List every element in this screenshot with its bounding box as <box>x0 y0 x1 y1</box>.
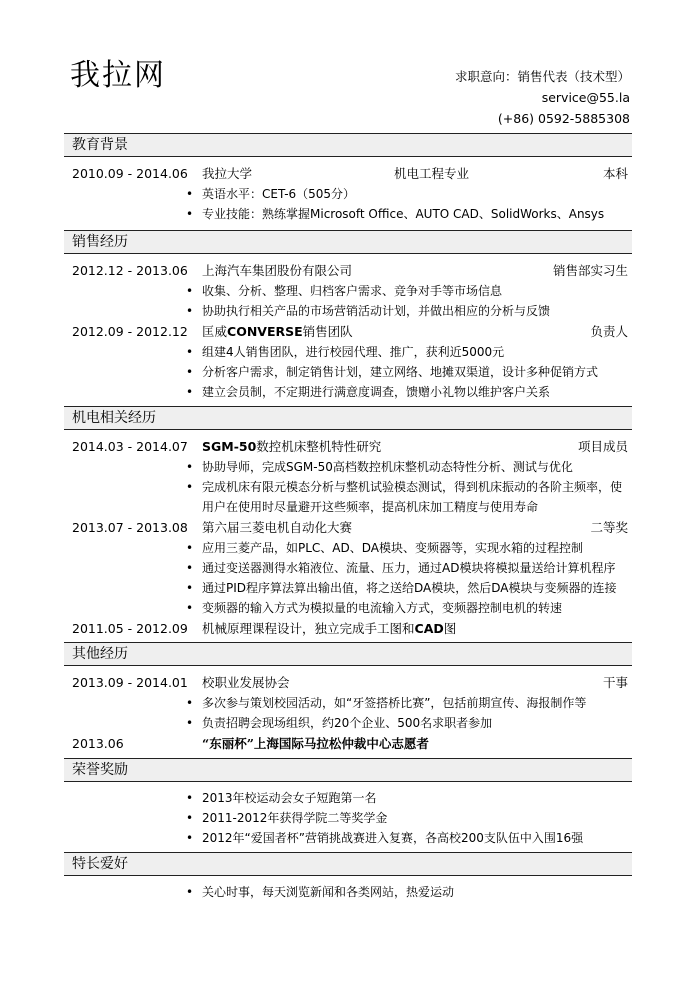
entry-major: 机电工程专业 <box>394 166 470 181</box>
bullet-text: 协助执行相关产品的市场营销活动计划，并做出相应的分析与反馈 <box>202 304 551 318</box>
bullet-icon: • <box>186 365 194 379</box>
bullet-icon: • <box>186 385 194 399</box>
section-hobbies <box>64 852 632 902</box>
entry-org: SGM-50数控机床整机特性研究 <box>202 439 382 454</box>
bullet-item <box>64 382 632 402</box>
entry-role: 销售部实习生 <box>552 263 628 278</box>
bullet-text: 分析客户需求，制定销售计划，建立网络、地摊双渠道，设计多种促销方式 <box>202 365 599 379</box>
bullet-icon: • <box>186 696 194 710</box>
bullet-item <box>64 882 632 902</box>
bullet-text: 应用三菱产品，如PLC、AD、DA模块、变频器等，实现水箱的过程控制 <box>202 541 583 555</box>
entry-header <box>64 260 632 281</box>
entry-org: 机械原理课程设计，独立完成手工图和CAD图 <box>202 621 457 636</box>
entry-date: 2011.05 - 2012.09 <box>72 621 188 636</box>
bullet-icon: • <box>186 304 194 318</box>
bullet-text: 关心时事，每天浏览新闻和各类网站，热爱运动 <box>202 885 455 899</box>
entry-header <box>64 517 632 538</box>
job-intent: 求职意向：销售代表（技术型） <box>454 69 630 84</box>
entry-date: 2013.07 - 2013.08 <box>72 520 188 535</box>
bullet-item <box>64 598 632 618</box>
bullet-text: 负责招聘会现场组织，约20个企业、500名求职者参加 <box>202 716 493 730</box>
bullet-item <box>64 693 632 713</box>
email[interactable]: service@55.la <box>541 90 630 105</box>
bullet-item <box>64 828 632 848</box>
bullet-item <box>64 204 632 224</box>
entry-date: 2013.06 <box>72 736 124 751</box>
entry-org: 上海汽车集团股份有限公司 <box>202 263 353 278</box>
bullet-text: 英语水平：CET-6（505分） <box>202 187 356 201</box>
bullet-icon: • <box>186 561 194 575</box>
entry-date: 2010.09 - 2014.06 <box>72 166 188 181</box>
bullet-text: 通过变送器测得水箱液位、流量、压力，通过AD模块将模拟量送给计算机程序 <box>202 561 616 575</box>
bullet-item <box>64 184 632 204</box>
bullet-icon: • <box>186 716 194 730</box>
entry-role: 负责人 <box>590 324 628 339</box>
entry-header <box>64 163 632 184</box>
bullet-icon: • <box>186 207 194 221</box>
section-title: 特长爱好 <box>64 852 632 876</box>
entry-header <box>64 321 632 342</box>
entry-org: 第六届三菱电机自动化大赛 <box>202 520 353 535</box>
bullet-text: 通过PID程序算法算出输出值，将之送给DA模块，然后DA模块与变频器的连接 <box>202 581 617 595</box>
bullet-text: 协助导师，完成SGM-50高档数控机床整机动态特性分析、测试与优化 <box>202 460 573 474</box>
section-mech <box>64 406 632 639</box>
bullet-text: 2012年“爱国者杯”营销挑战赛进入复赛，各高校200支队伍中入围16强 <box>202 831 584 845</box>
bullet-icon: • <box>186 791 194 805</box>
bullet-icon: • <box>186 601 194 615</box>
bullet-text: 完成机床有限元模态分析与整机试验模态测试，得到机床振动的各阶主频率，使用户在使用时尽量避开这些频率，提高机床加工精度与使用寿命 <box>202 480 623 514</box>
section-title: 教育背景 <box>64 133 632 157</box>
bullet-icon: • <box>186 345 194 359</box>
bullet-icon: • <box>186 811 194 825</box>
bullet-item <box>64 578 632 598</box>
entry-date: 2014.03 - 2014.07 <box>72 439 188 454</box>
entry-org: 匡威CONVERSE销售团队 <box>202 324 353 339</box>
bullet-text: 专业技能：熟练掌握Microsoft Office、AUTO CAD、SolidWorks、Ansys <box>202 207 605 221</box>
bullet-item <box>64 281 632 301</box>
bullet-icon: • <box>186 480 194 494</box>
entry-role: 项目成员 <box>577 439 628 454</box>
bullet-icon: • <box>186 581 194 595</box>
entry-header <box>64 672 632 693</box>
entry-header <box>64 618 632 639</box>
bullet-item <box>64 788 632 808</box>
section-title: 荣誉奖励 <box>64 758 632 782</box>
bullet-text: 2013年校运动会女子短跑第一名 <box>202 791 377 805</box>
bullet-item <box>64 477 632 517</box>
bullet-icon: • <box>186 460 194 474</box>
bullet-icon: • <box>186 187 194 201</box>
entry-header <box>64 733 632 754</box>
bullet-text: 2011-2012年获得学院二等奖学金 <box>202 811 388 825</box>
entry-role: 干事 <box>602 675 628 690</box>
bullet-item <box>64 342 632 362</box>
bullet-item <box>64 301 632 321</box>
section-honors <box>64 758 632 848</box>
section-title: 销售经历 <box>64 230 632 254</box>
bullet-text: 组建4人销售团队，进行校园代理、推广，获利近5000元 <box>202 345 505 359</box>
section-title: 机电相关经历 <box>64 406 632 430</box>
bullet-icon: • <box>186 831 194 845</box>
entry-header <box>64 436 632 457</box>
contact-block <box>455 66 630 129</box>
bullet-item <box>64 713 632 733</box>
entry-role: 二等奖 <box>590 520 628 535</box>
bullet-item <box>64 538 632 558</box>
bullet-item <box>64 362 632 382</box>
bullet-text: 多次参与策划校园活动，如“牙签搭桥比赛”，包括前期宣传、海报制作等 <box>202 696 587 710</box>
section-title: 其他经历 <box>64 642 632 666</box>
entry-org: 校职业发展协会 <box>202 675 290 690</box>
entry-org: 我拉大学 <box>202 166 253 181</box>
bullet-icon: • <box>186 284 194 298</box>
section-sales <box>64 230 632 402</box>
section-other <box>64 642 632 754</box>
bullet-text: 收集、分析、整理、归档客户需求、竞争对手等市场信息 <box>202 284 503 298</box>
bullet-text: 建立会员制，不定期进行满意度调查，馈赠小礼物以维护客户关系 <box>202 385 551 399</box>
phone: (+86) 0592-5885308 <box>497 111 630 126</box>
bullet-text: 变频器的输入方式为模拟量的电流输入方式，变频器控制电机的转速 <box>202 601 563 615</box>
name-title: 我拉网 <box>70 58 166 93</box>
entry-date: 2012.09 - 2012.12 <box>72 324 188 339</box>
entry-date: 2013.09 - 2014.01 <box>72 675 188 690</box>
entry-role: 本科 <box>602 166 628 181</box>
bullet-item <box>64 457 632 477</box>
bullet-icon: • <box>186 541 194 555</box>
section-education <box>64 133 632 224</box>
bullet-icon: • <box>186 885 194 899</box>
entry-date: 2012.12 - 2013.06 <box>72 263 188 278</box>
bullet-item <box>64 808 632 828</box>
bullet-item <box>64 558 632 578</box>
entry-org: “东丽杯”上海国际马拉松仲裁中心志愿者 <box>202 736 429 751</box>
